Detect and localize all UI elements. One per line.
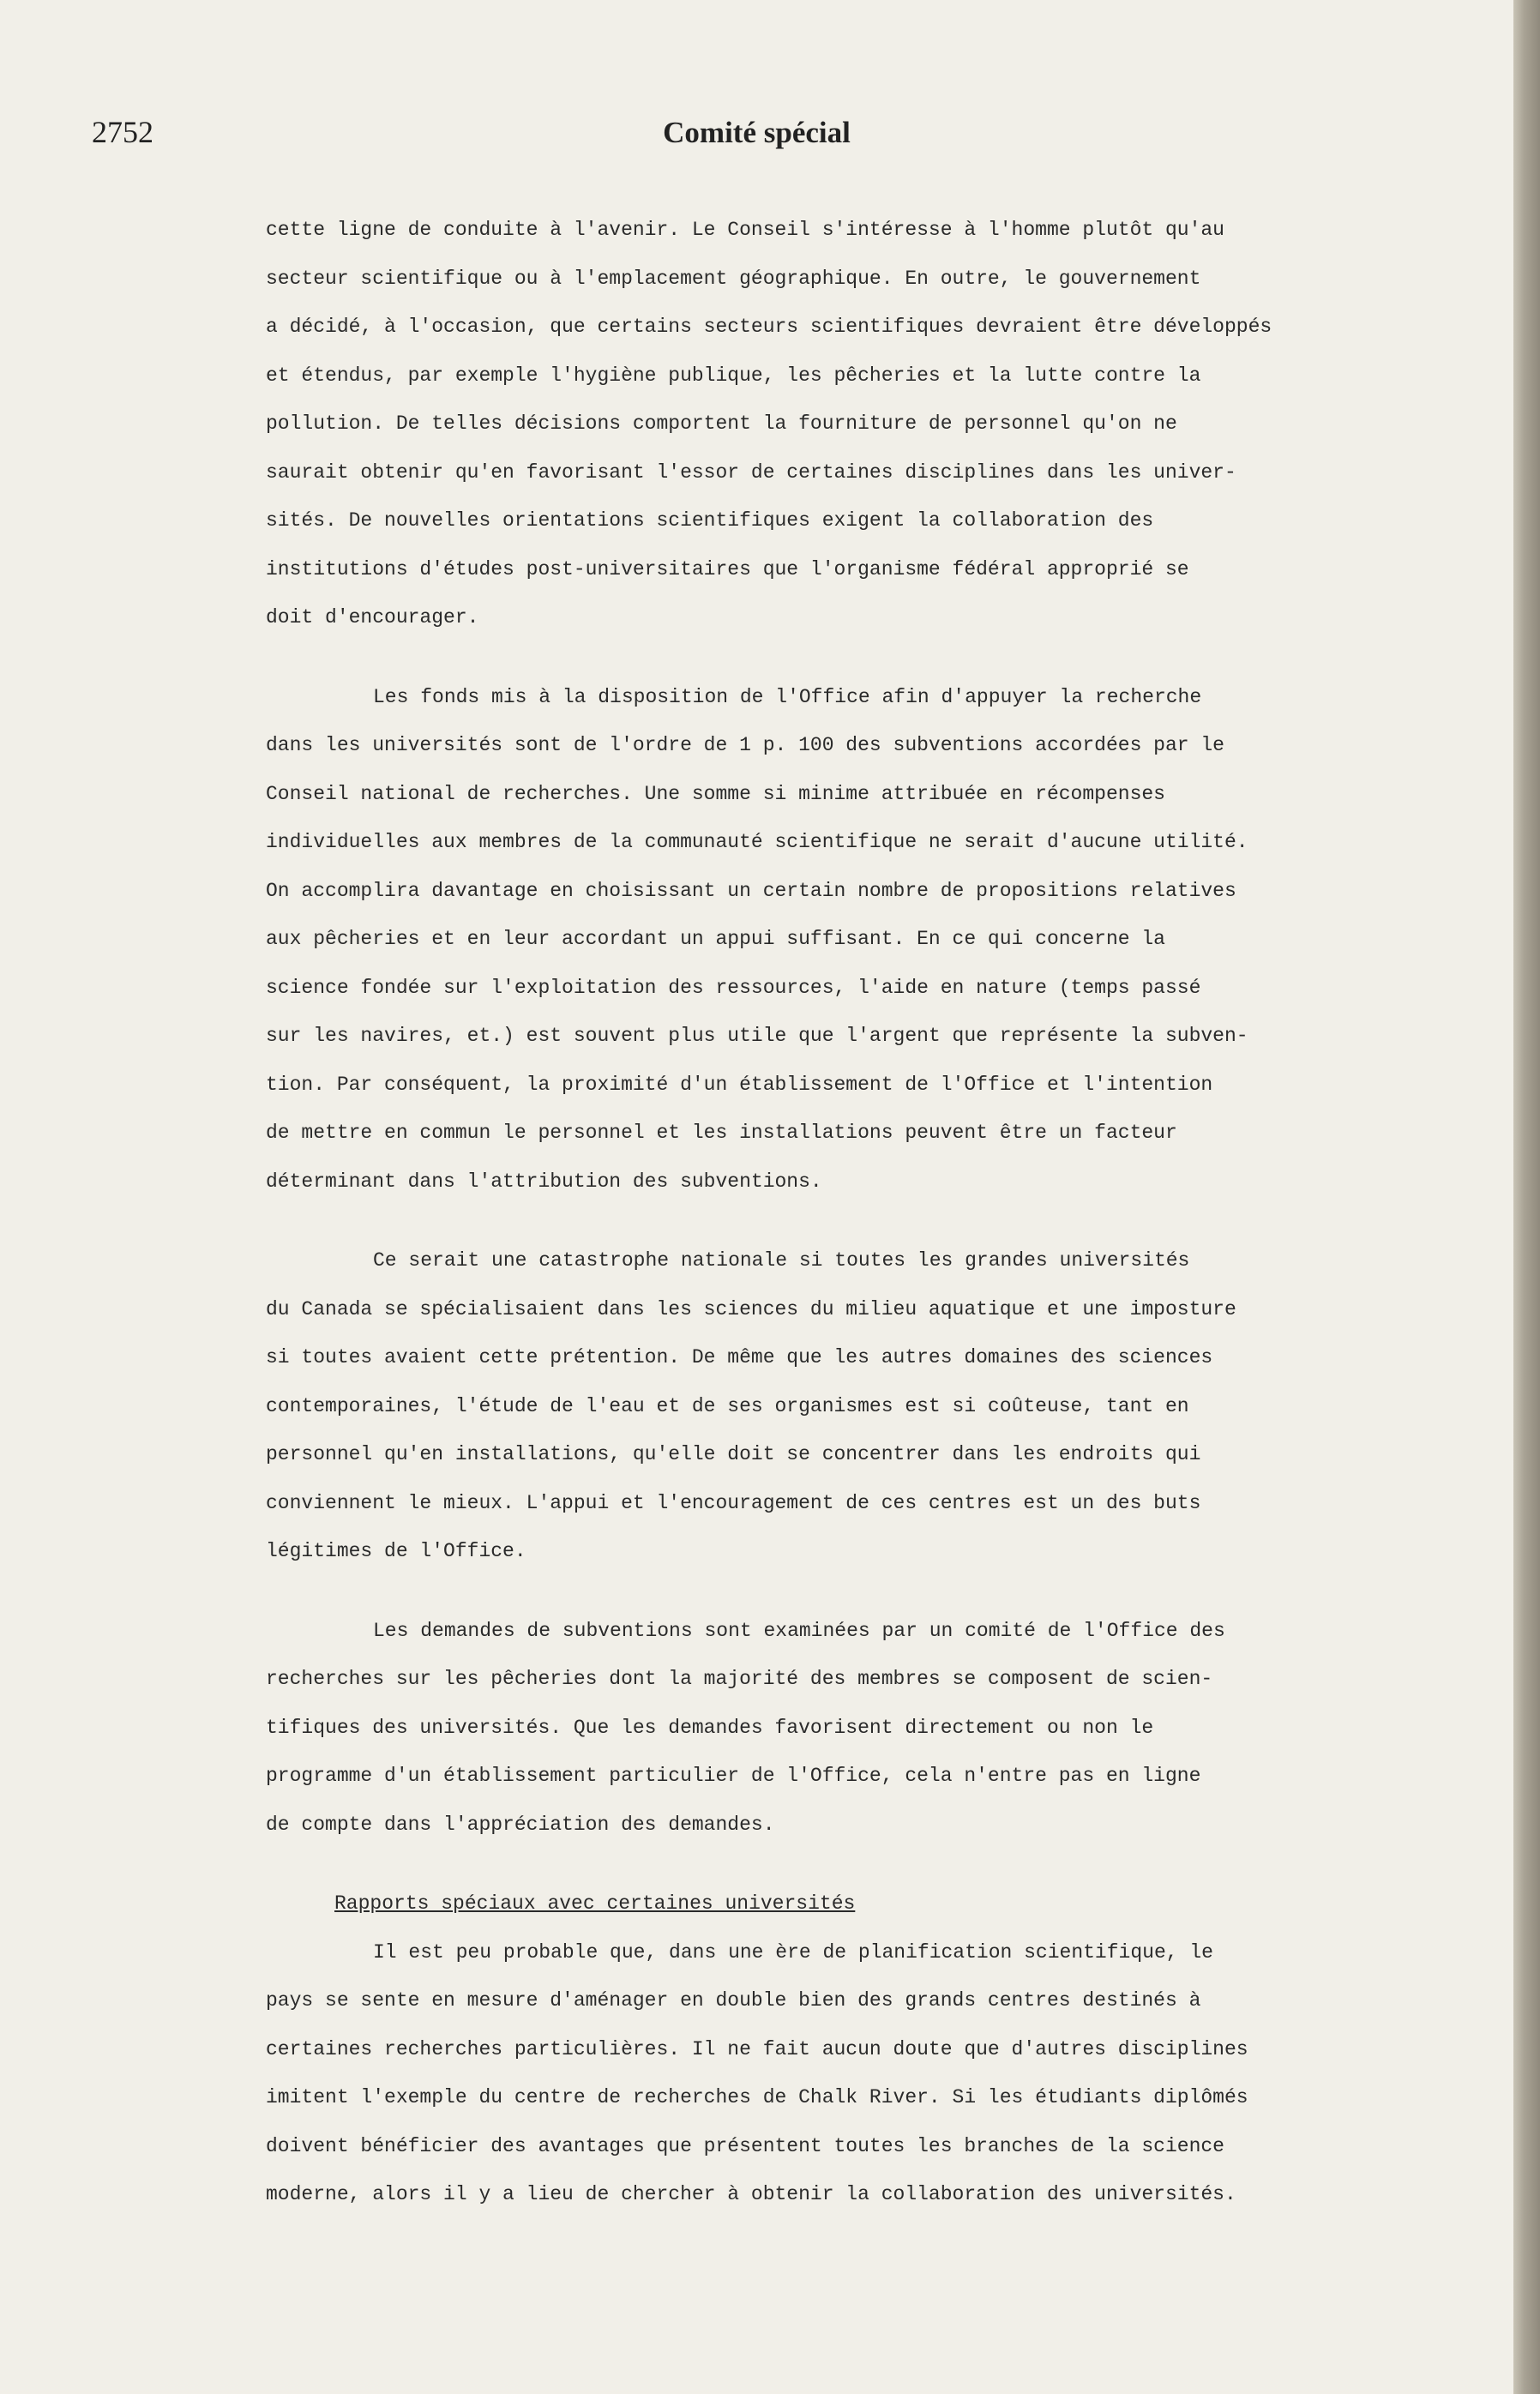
body-text (266, 206, 1346, 2250)
paragraph-4: Les demandes de subventions sont examinées par un comité de l'Office des recherches sur les pêcheries dont la majorité des membres se composent de scien- tifiques des universités. Que les demandes favorisent directement ou non le programme d'un établissement particulier de l'Office, cela n'entre pas en ligne de compte dans l'appréciation des demandes. (266, 1619, 1225, 1836)
paragraph-3: Ce serait une catastrophe nationale si toutes les grandes universités du Canada se spécialisaient dans les sciences du milieu aquatique et une imposture si toutes avaient cette prétention. De même que les autres domaines des sciences contemporaines, l'étude de l'eau et de ses organismes est si coûteuse, tant en personnel qu'en installations, qu'elle doit se concentrer dans les endroits qui conviennent le mieux. L'appui et l'encouragement de ces centres est un des buts légitimes de l'Office. (266, 1249, 1236, 1562)
page-number: 2752 (92, 115, 153, 149)
paragraph-2: Les fonds mis à la disposition de l'Office afin d'appuyer la recherche dans les universités sont de l'ordre de 1 p. 100 des subventions accordées par le Conseil national de recherches. Une somme si minime attribuée en récompenses individuelles aux membres de la communauté scientifique ne serait d'aucune utilité. On accomplira davantage en choisissant un certain nombre de propositions relatives aux pêcheries et en leur accordant un appui suffisant. En ce qui concerne la science fondée sur l'exploitation des ressources, l'aide en nature (temps passé sur les navires, et.) est souvent plus utile que l'argent que représente la subven- tion. Par conséquent, la proximité d'un établissement de l'Office et l'intention de mettre en commun le personnel et les installations peuvent être un facteur déterminant dans l'attribution des subventions. (266, 685, 1248, 1193)
paragraph-1: cette ligne de conduite à l'avenir. Le Conseil s'intéresse à l'homme plutôt qu'au secteur scientifique ou à l'emplacement géographique. En outre, le gouvernement a décidé, à l'occasion, que certains secteurs scientifiques devraient être développés et étendus, par exemple l'hygiène publique, les pêcheries et la lutte contre la pollution. De telles décisions comportent la fourniture de personnel qu'on ne saurait obtenir qu'en favorisant l'essor de certaines disciplines dans les univer- sités. De nouvelles orientations scientifiques exigent la collaboration des institutions d'études post-universitaires que l'organisme fédéral approprié se doit d'encourager. (266, 219, 1272, 629)
binding-edge (1513, 0, 1540, 2394)
section-paragraph: Il est peu probable que, dans une ère de planification scientifique, le pays se sente en mesure d'aménager en double bien des grands centres destinés à certaines recherches particulières. Il ne fait aucun doute que d'autres disciplines imitent l'exemple du centre de recherches de Chalk River. Si les étudiants diplômés doivent bénéficier des avantages que présentent toutes les branches de la science moderne, alors il y a lieu de chercher à obtenir la collaboration des universités. (266, 1940, 1248, 2205)
section-heading: Rapports spéciaux avec certaines universités (334, 1892, 856, 1915)
running-title: Comité spécial (663, 116, 851, 149)
